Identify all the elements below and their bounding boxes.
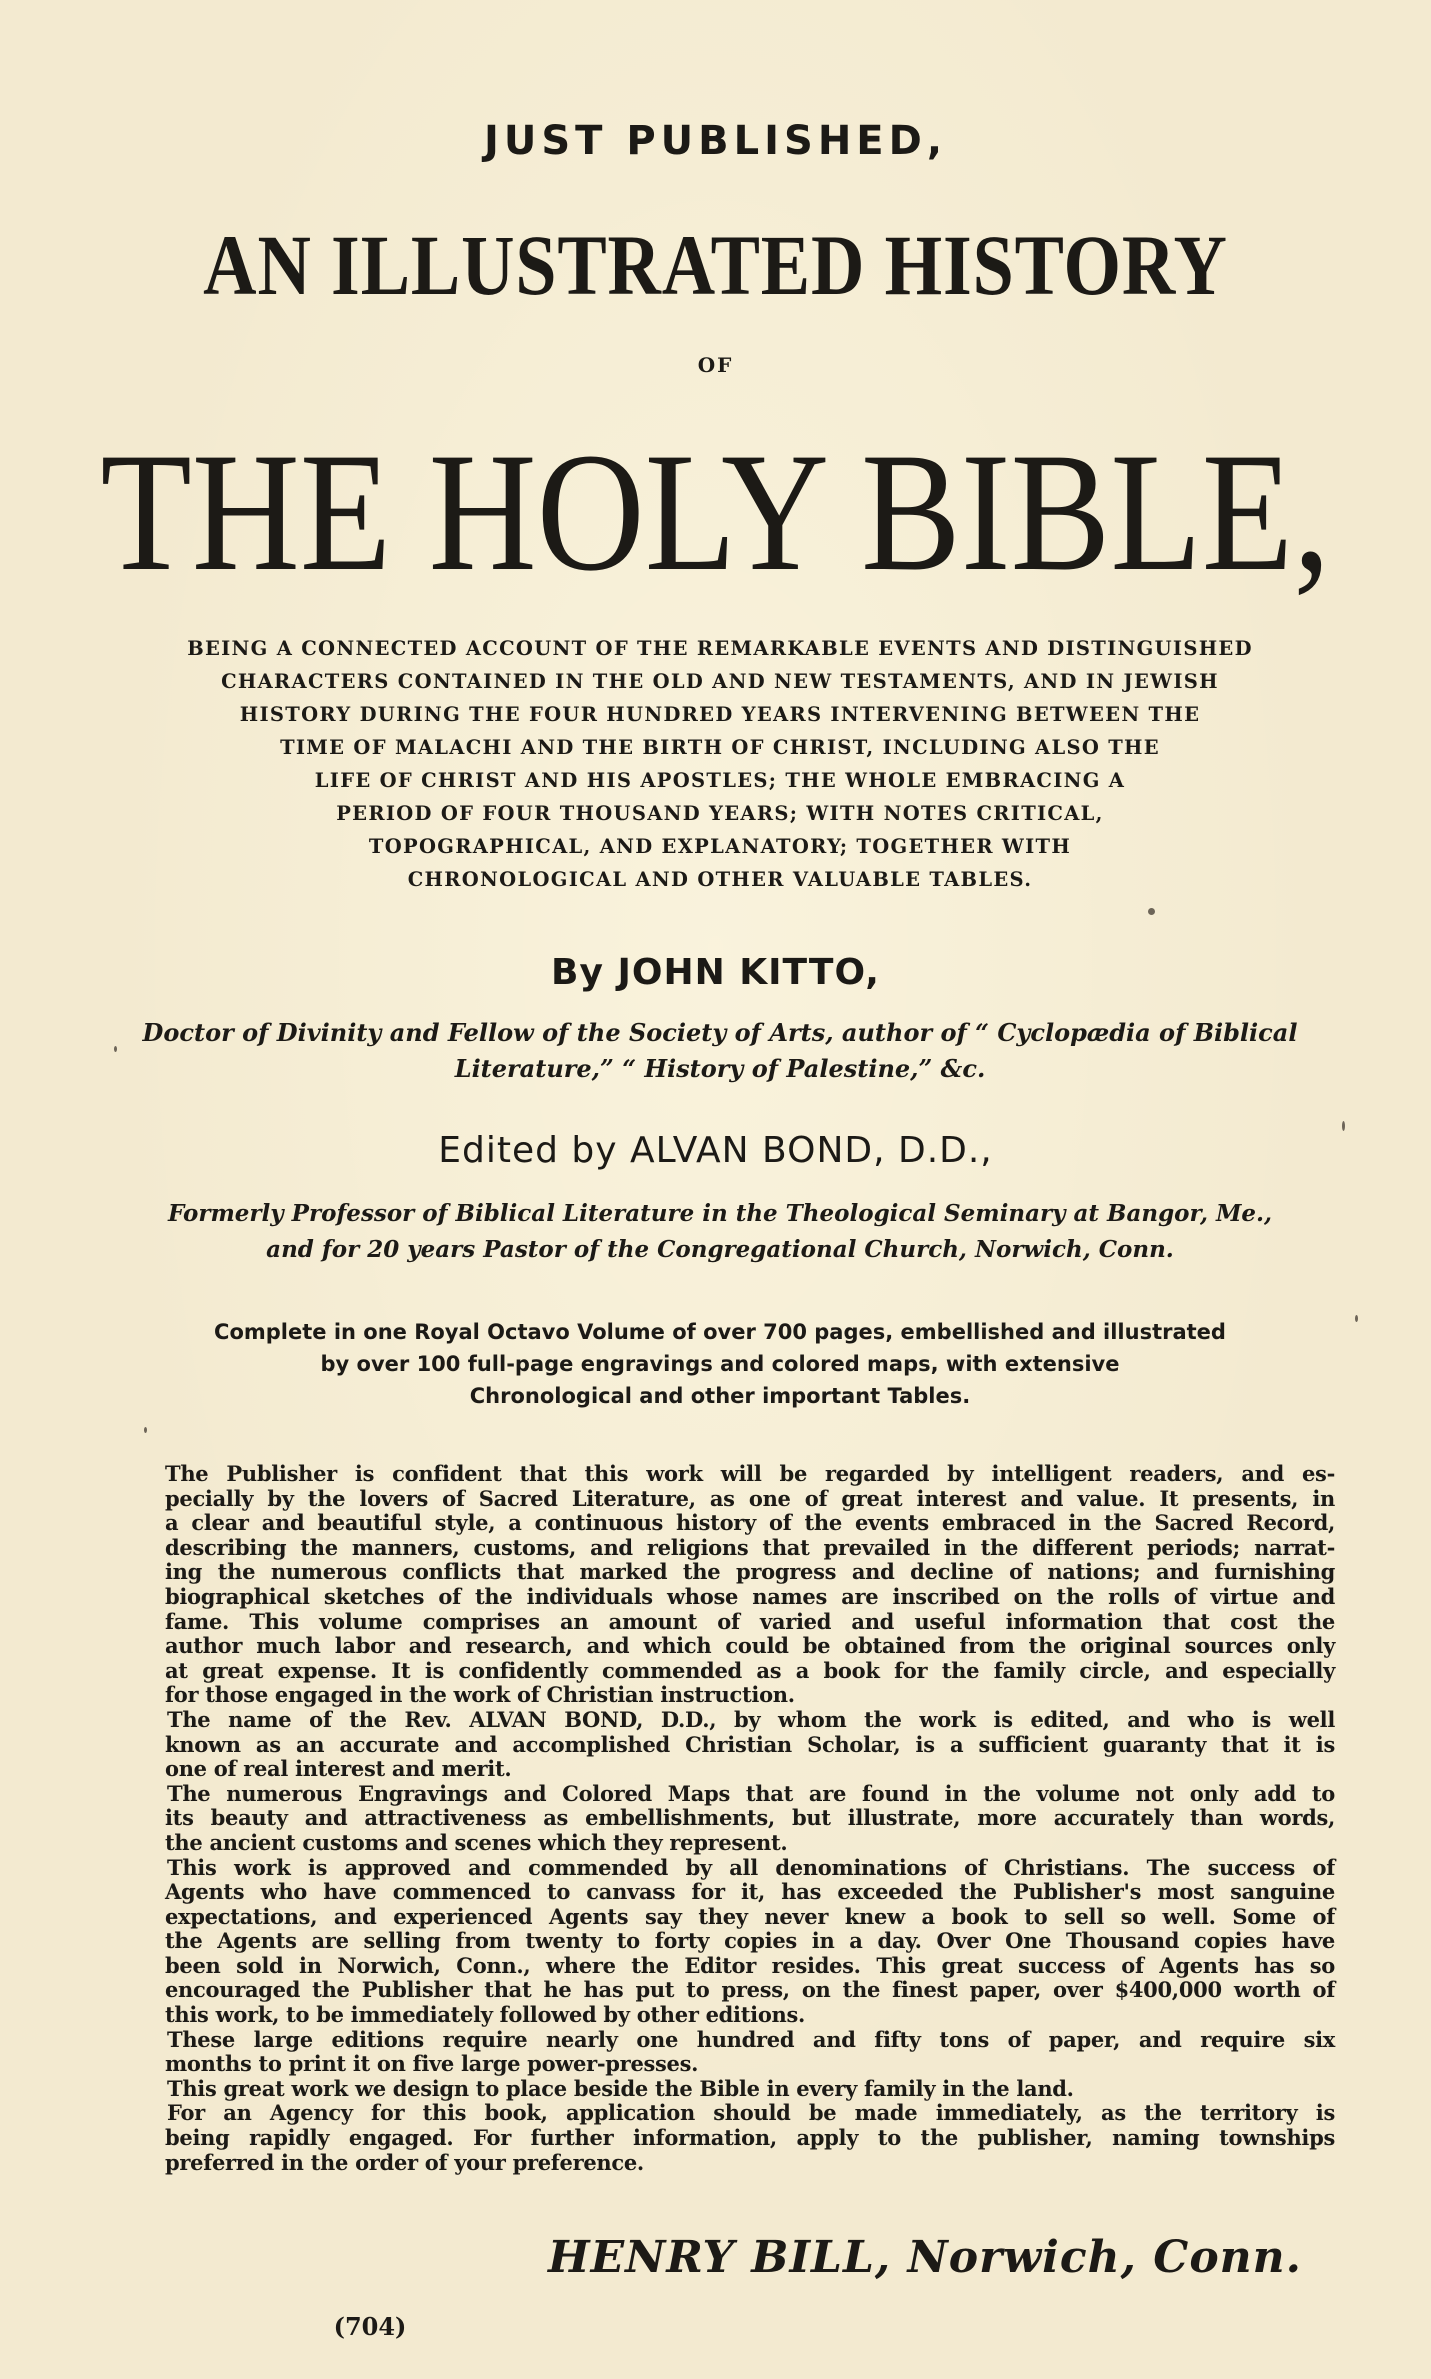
volume-summary-line: by over 100 full-page engravings and colored maps, with extensive xyxy=(320,1352,1120,1376)
body-line: one of real interest and merit. xyxy=(165,1756,512,1782)
body-line: this work, to be immediately followed by other editions. xyxy=(165,2002,806,2028)
body-line: at great expense. It is confidently commended as a book for the family circle, and especially xyxy=(165,1657,1335,1683)
ink-speck xyxy=(144,1427,147,1433)
body-line: The name of the Rev. ALVAN BOND, D.D., by whom the work is edited, and who is well xyxy=(167,1706,1335,1732)
body-line: for those engaged in the work of Christian instruction. xyxy=(165,1682,795,1708)
body-line: known as an accurate and accomplished Christian Scholar, is a sufficient guaranty that it is xyxy=(165,1731,1335,1757)
description-line: PERIOD OF FOUR THOUSAND YEARS; WITH NOTES CRITICAL, xyxy=(336,802,1104,825)
body-line: describing the manners, customs, and religions that prevailed in the different periods; narrat- xyxy=(165,1534,1335,1560)
editor-credentials-line: Formerly Professor of Biblical Literature in the Theological Seminary at Bangor, Me., xyxy=(167,1200,1273,1227)
body-line: been sold in Norwich, Conn., where the Editor resides. This great success of Agents has so xyxy=(165,1952,1335,1978)
author-credentials xyxy=(90,1015,1350,1087)
body-line: fame. This volume comprises an amount of varied and useful information that cost the xyxy=(165,1608,1335,1634)
body-line: Agents who have commenced to canvass for it, has exceeded the Publisher's most sanguine xyxy=(165,1879,1335,1905)
body-line: biographical sketches of the individuals whose names are inscribed on the rolls of virtue and xyxy=(165,1583,1335,1609)
body-line: expectations, and experienced Agents say they never knew a book to sell so well. Some of xyxy=(165,1903,1335,1929)
author-credentials-line: Literature,” “ History of Palestine,” &c. xyxy=(454,1054,986,1083)
body-line: encouraged the Publisher that he has put to press, on the finest paper, over $400,000 worth of xyxy=(165,1977,1335,2003)
volume-summary xyxy=(90,1316,1350,1412)
description-line: LIFE OF CHRIST AND HIS APOSTLES; THE WHOLE EMBRACING A xyxy=(314,769,1126,792)
volume-summary-line: Chronological and other important Tables. xyxy=(469,1384,971,1408)
body-line: For an Agency for this book, application should be made immediately, as the territory is xyxy=(167,2100,1335,2126)
editor-byline: Edited by ALVAN BOND, D.D., xyxy=(438,1130,993,1171)
body-line: These large editions require nearly one hundred and fifty tons of paper, and require six xyxy=(167,2026,1335,2052)
body-line: ing the numerous conflicts that marked the progress and decline of nations; and furnishing xyxy=(165,1559,1335,1585)
description-line: CHARACTERS CONTAINED IN THE OLD AND NEW TESTAMENTS, AND IN JEWISH xyxy=(221,670,1219,693)
publisher-signature: HENRY BILL, Norwich, Conn. xyxy=(548,2232,1302,2283)
body-line: This great work we design to place beside the Bible in every family in the land. xyxy=(167,2075,1074,2101)
body-line: the ancient customs and scenes which they represent. xyxy=(165,1829,788,1855)
body-line: the Agents are selling from twenty to forty copies in a day. Over One Thousand copies have xyxy=(165,1928,1335,1954)
body-line: pecially by the lovers of Sacred Literature, as one of great interest and value. It presents, in xyxy=(165,1485,1335,1511)
body-line: This work is approved and commended by all denominations of Christians. The success of xyxy=(167,1854,1335,1880)
description-line: CHRONOLOGICAL AND OTHER VALUABLE TABLES. xyxy=(407,868,1033,891)
body-line: author much labor and research, and which could be obtained from the original sources only xyxy=(165,1633,1335,1659)
publisher-statement xyxy=(165,1462,1335,2175)
ink-speck xyxy=(114,1046,117,1052)
body-line: The numerous Engravings and Colored Maps that are found in the volume not only add to xyxy=(167,1780,1335,1806)
page-number: (704) xyxy=(333,2312,407,2341)
ink-speck xyxy=(1148,908,1155,915)
editor-credentials-line: and for 20 years Pastor of the Congregational Church, Norwich, Conn. xyxy=(266,1236,1174,1263)
author-byline: By JOHN KITTO, xyxy=(551,952,880,993)
body-line: The Publisher is confident that this work will be regarded by intelligent readers, and es- xyxy=(165,1461,1335,1486)
description-line: BEING A CONNECTED ACCOUNT OF THE REMARKABLE EVENTS AND DISTINGUISHED xyxy=(187,637,1253,660)
volume-summary-line: Complete in one Royal Octavo Volume of over 700 pages, embellished and illustrated xyxy=(214,1320,1226,1344)
book-description xyxy=(120,632,1320,896)
body-line: preferred in the order of your preference. xyxy=(165,2149,644,2175)
ink-speck xyxy=(1342,1121,1345,1131)
body-line: months to print it on five large power-presses. xyxy=(165,2051,699,2077)
editor-credentials xyxy=(90,1196,1350,1268)
ink-speck xyxy=(1355,1315,1358,1322)
author-credentials-line: Doctor of Divinity and Fellow of the Society of Arts, author of “ Cyclopædia of Biblical xyxy=(142,1018,1298,1047)
description-line: HISTORY DURING THE FOUR HUNDRED YEARS INTERVENING BETWEEN THE xyxy=(239,703,1201,726)
description-line: TIME OF MALACHI AND THE BIRTH OF CHRIST, INCLUDING ALSO THE xyxy=(280,736,1160,759)
body-line: being rapidly engaged. For further information, apply to the publisher, naming townships xyxy=(165,2125,1335,2151)
body-line: a clear and beautiful style, a continuous history of the events embraced in the Sacred Record, xyxy=(165,1510,1335,1536)
title-of: OF xyxy=(697,353,734,377)
just-published-heading: JUST PUBLISHED, xyxy=(483,118,948,164)
title-line-2: THE HOLY BIBLE, xyxy=(100,418,1331,606)
title-line-1: AN ILLUSTRATED HISTORY xyxy=(203,217,1228,313)
description-line: TOPOGRAPHICAL, AND EXPLANATORY; TOGETHER WITH xyxy=(368,835,1072,858)
body-line: its beauty and attractiveness as embellishments, but illustrate, more accurately than words, xyxy=(165,1805,1335,1831)
